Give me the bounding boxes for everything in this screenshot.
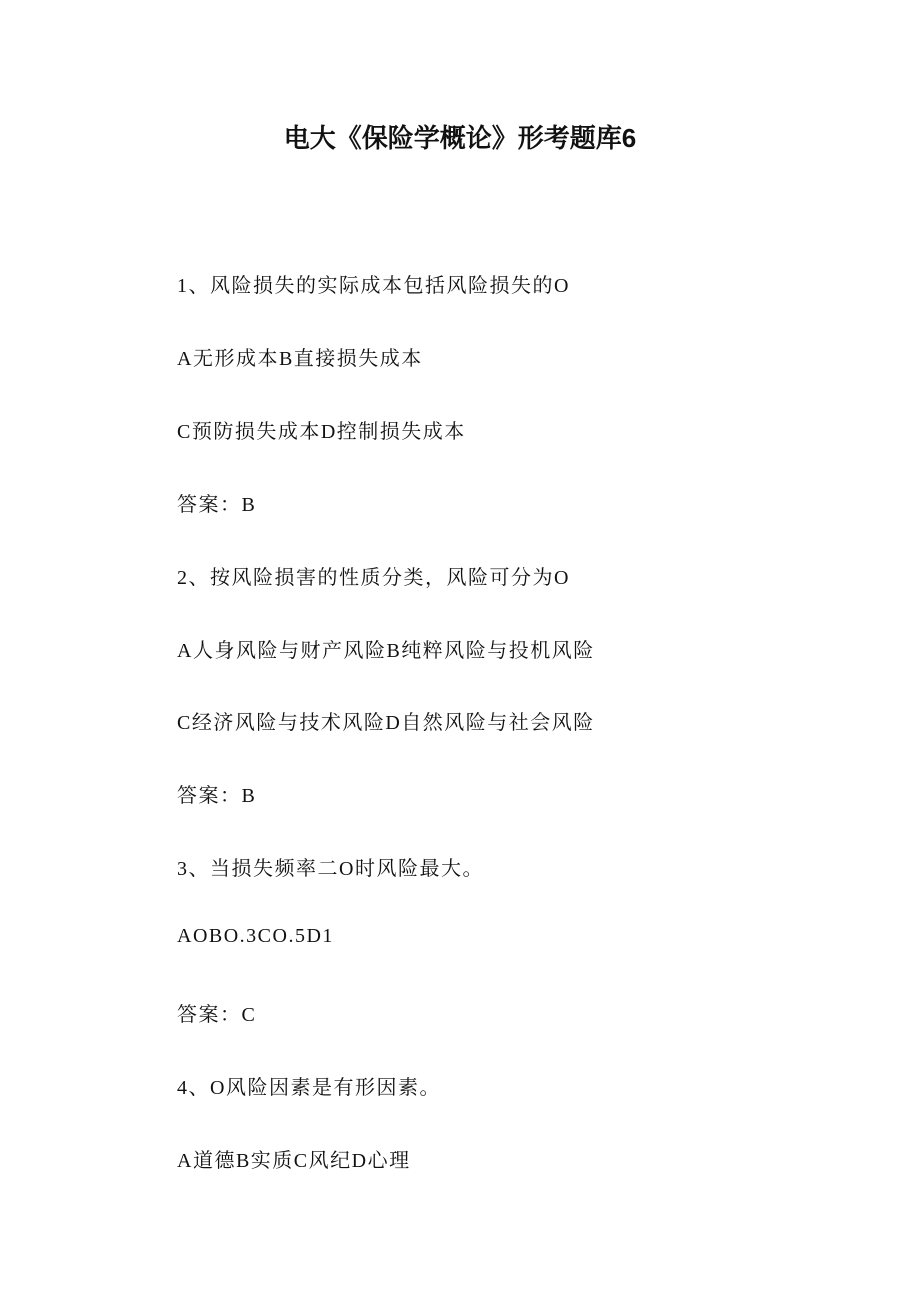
question-1-options-cd: C预防损失成本D控制损失成本	[177, 421, 466, 443]
question-4-options: A道德B实质C风纪D心理	[177, 1150, 411, 1172]
page-title: 电大《保险学概论》形考题库6	[283, 123, 637, 153]
question-3-answer: 答案：C	[177, 1004, 257, 1026]
question-1-answer: 答案：B	[177, 494, 257, 516]
question-1-text: 1、风险损失的实际成本包括风险损失的O	[177, 275, 570, 297]
question-2-answer: 答案：B	[177, 785, 257, 807]
question-2-text: 2、按风险损害的性质分类，风险可分为O	[177, 567, 570, 589]
question-3-text: 3、当损失频率二O时风险最大。	[177, 858, 484, 880]
question-3-options: AOBO.3CO.5D1	[177, 925, 334, 947]
question-2-options-cd: C经济风险与技术风险D自然风险与社会风险	[177, 712, 595, 734]
question-1-options-ab: A无形成本B直接损失成本	[177, 348, 423, 370]
question-4-text: 4、O风险因素是有形因素。	[177, 1077, 441, 1099]
question-2-options-ab: A人身风险与财产风险B纯粹风险与投机风险	[177, 640, 595, 662]
